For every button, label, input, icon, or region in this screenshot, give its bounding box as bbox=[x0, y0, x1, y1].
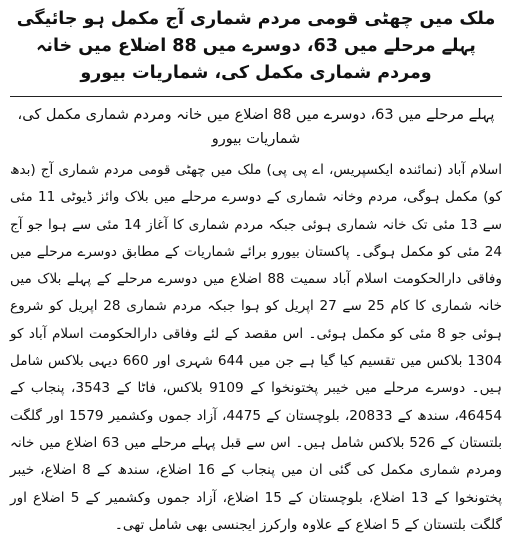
article-body: اسلام آباد (نمائندہ ایکسپریس، اے پی پی) ملک میں چھٹی قومی مردم شماری آج (بدھ کو) مکمل ہوگی، مردم وخانہ شماری کے دوسرے مرحلے میں بلاک وائز ڈیوٹی 11 مئی سے 13 مئی تک خانہ شماری ہوئی جبکہ مردم شماری کا آغاز 14 مئی سے ہوا جو آج 24 مئی کو مکمل ہوگی۔ پاکستان بیورو برائے شماریات کے مطابق دوسرے مرحلے میں وفاقی دارالحکومت اسلام آباد سمیت 88 اضلاع میں دوسرے مرحلے کے پہلے بلاک میں خانہ شماری کا کام 25 سے 27 اپریل کو ہوا جبکہ مردم شماری 28 اپریل کو شروع ہوئی جو 8 مئی کو مکمل ہوئی۔ اس مقصد کے لئے وفاقی دارالحکومت اسلام آباد کو 1304 بلاکس میں تقسیم کیا گیا ہے جن میں 644 شہری اور 660 دیہی بلاکس شامل ہیں۔ دوسرے مرحلے میں خیبر پختونخوا کے 9109 بلاکس، فاٹا کے 3543، پنجاب کے 46454، سندھ کے 20833، بلوچستان کے 4475، آزاد جموں وکشمیر 1579 اور گلگت بلتستان کے 526 بلاکس شامل ہیں۔ اس سے قبل پہلے مرحلے میں 63 اضلاع میں خانہ ومردم شماری مکمل کی گئی ان میں پنجاب کے 16 اضلاع، سندھ کے 8 اضلاع، خیبر پختونخوا کے 13 اضلاع، بلوچستان کے 15 اضلاع، آزاد جموں وکشمیر کے 5 اضلاع اور گلگت بلتستان کے 5 اضلاع کے علاوہ وارکرز ایجنسی بھی شامل تھی۔ bbox=[10, 162, 503, 533]
article-headline: ملک میں چھٹی قومی مردم شماری آج مکمل ہو جائیگی پہلے مرحلے میں 63، دوسرے میں 88 اضلاع میں خانہ ومردم شماری مکمل کی، شماریات بیورو bbox=[16, 9, 496, 83]
article-subheadline: پہلے مرحلے میں 63، دوسرے میں 88 اضلاع میں خانہ ومردم شماری مکمل کی، شماریات بیورو bbox=[17, 107, 495, 147]
headline-divider bbox=[10, 96, 502, 97]
